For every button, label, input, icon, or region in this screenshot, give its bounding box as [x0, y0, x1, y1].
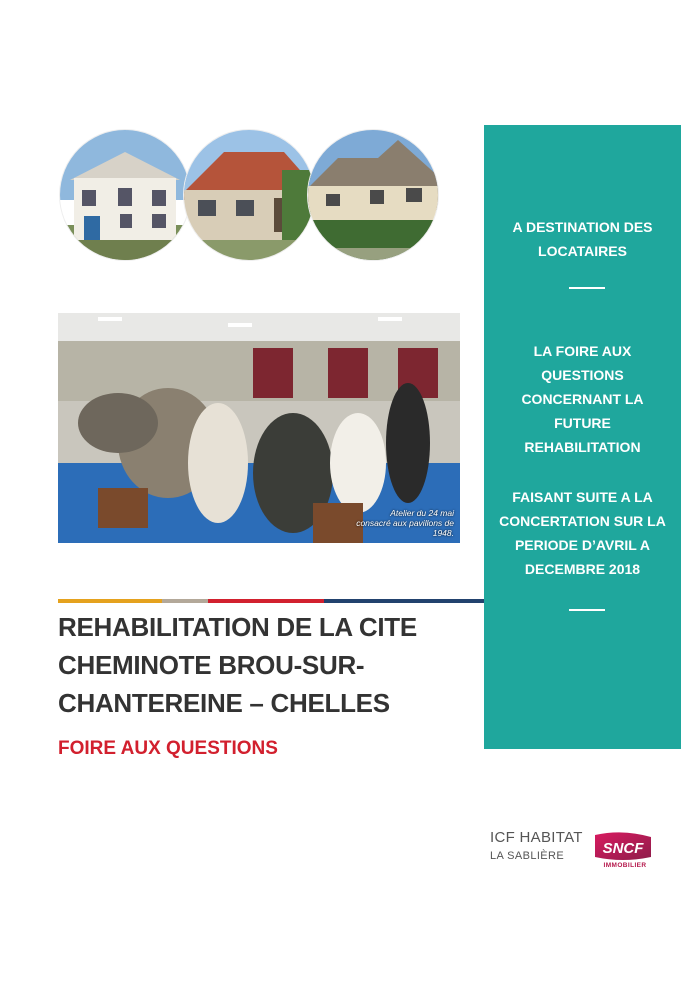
workshop-photo [58, 313, 460, 543]
color-rule [58, 599, 484, 603]
rule-segment [58, 599, 162, 603]
document-title: REHABILITATION DE LA CITE CHEMINOTE BROU-SUR-CHANTEREINE – CHELLES [58, 612, 417, 718]
icf-habitat-logo [490, 830, 583, 864]
house-photo-3 [308, 130, 438, 260]
topic-text: LA FOIRE AUX QUESTIONS CONCERNANT LA FUTURE REHABILITATION [521, 343, 644, 455]
rule-segment [208, 599, 324, 603]
document-subtitle: FOIRE AUX QUESTIONS [58, 738, 278, 759]
info-box [484, 125, 681, 749]
divider [569, 287, 605, 289]
house-photo-1 [60, 130, 190, 260]
sncf-logo-text: SNCF [602, 840, 644, 857]
house-photo-2 [184, 130, 314, 260]
icf-logo-line2: LA SABLIÈRE [490, 850, 565, 862]
divider [569, 609, 605, 611]
sncf-logo-subtext: IMMOBILIER [603, 862, 647, 869]
photo-caption: Atelier du 24 mai consacré aux pavillons de 1948. [356, 508, 454, 538]
icf-logo-line1: ICF HABITAT [490, 829, 583, 846]
rule-segment [162, 599, 208, 603]
context-text: FAISANT SUITE A LA CONCERTATION SUR LA PERIODE D’AVRIL A DECEMBRE 2018 [499, 489, 666, 577]
audience-text: A DESTINATION DES LOCATAIRES [512, 219, 653, 259]
rule-segment [324, 599, 484, 603]
